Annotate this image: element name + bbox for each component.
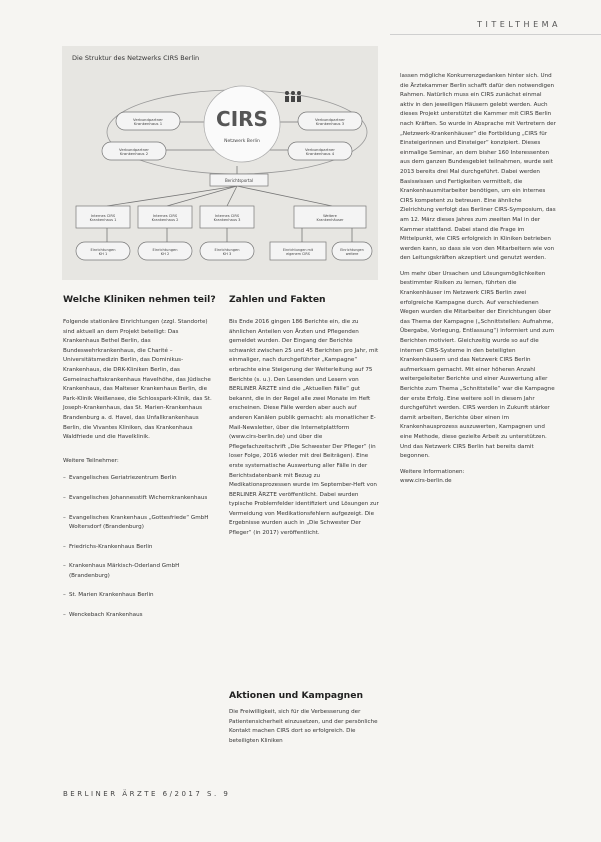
column-right <box>400 72 556 487</box>
more-info-link[interactable]: www.cirs-berlin.de <box>400 478 452 485</box>
left-box-1: Verbundpartner Krankenhaus 1 <box>133 116 163 127</box>
bottom-box-3: Einrichtungen KH 3 <box>214 248 240 256</box>
row-box-2: Internes CIRS Krankenhaus 2 <box>151 214 179 222</box>
hub-label: CIRS <box>216 107 268 131</box>
figure-title: Die Struktur des Netzwerks CIRS Berlin <box>72 54 200 62</box>
column-clinics <box>63 318 213 631</box>
more-info-label: Weitere Informationen: <box>400 468 465 475</box>
list-item: – Wenckebach Krankenhaus <box>63 611 213 621</box>
right-box-2: Verbundpartner Krankenhaus 4 <box>305 146 335 157</box>
row-box-3: Internes CIRS Krankenhaus 3 <box>213 214 241 222</box>
more-participants-heading: Weitere Teilnehmer: <box>63 457 119 464</box>
list-item: – Krankenhaus Märkisch-Oderland GmbH (Brandenburg) <box>63 562 213 581</box>
actions-paragraph: Die Freiwilligkeit, sich für die Verbesserung der Patientensicherheit einzusetzen, und der persönliche Kontakt machen CIRS dort so erfolgreich. Die beteiligten Kliniken <box>229 709 378 744</box>
left-box-2: Verbundpartner Krankenhaus 2 <box>119 146 149 157</box>
column-actions <box>229 708 379 752</box>
list-item: – Evangelisches Geriatriezentrum Berlin <box>63 474 213 484</box>
row-box-4: Weitere Krankenhäuser <box>316 214 344 222</box>
heading-facts: Zahlen und Fakten <box>229 294 326 305</box>
heading-actions: Aktionen und Kampagnen <box>229 690 363 701</box>
list-item: – Evangelisches Krankenhaus „Gottesfriede“ GmbH Woltersdorf (Brandenburg) <box>63 514 213 533</box>
row-box-1: Internes CIRS Krankenhaus 1 <box>89 214 117 222</box>
bottom-box-4: Einrichtungen mit eigenem CIRS <box>282 248 314 256</box>
column-facts <box>229 318 379 545</box>
list-item: – St. Marien Krankenhaus Berlin <box>63 591 213 601</box>
bottom-box-1: Einrichtungen KH 1 <box>90 248 116 256</box>
section-header: TITELTHEMA <box>477 20 561 29</box>
page-footer: BERLINER ÄRZTE 6/2017 S. 9 <box>63 790 231 798</box>
right-paragraph-1: lassen mögliche Konkurrenzgedanken hinter sich. Und die Ärztekammer Berlin schafft dafür den notwendigen Rahmen. Natürlich muss ein CIRS zunächst einmal aktiv in den jeweiligen Häusern gelebt werden. Auch dieses Projekt unterstützt die Kammer mit CIRS Berlin nach Kräften. So wurde in Absprache mit Vertretern der „Netzwerk-Krankenhäuser“ die Fortbildung „CIRS für Einsteigerinnen und Einsteiger“ konzipiert. Dieses einmalige Seminar, an dem bisher 160 Interessenten aus dem ganzen Bundesgebiet teilnahmen, wurde seit 2013 bereits drei Mal durchgeführt. Dabei werden Basiswissen und Fertigkeiten vermittelt, die Krankenhausmitarbeiter benötigen, um ein internes CIRS kompetent zu betreuen. Eine ähnliche Zielrichtung verfolgt das Berliner CIRS-Symposium, das am 12. März dieses Jahres zum zweiten Mal in der Kammer stattfand. Dabei stand die Frage im Mittelpunkt, wie CIRS erfolgreich in Kliniken betrieben werden kann, so dass sie von den Mitarbeitern wie von den Leitungskräften akzeptiert und genutzt werden. <box>400 73 556 262</box>
member-list <box>63 474 213 620</box>
people-icon <box>285 91 301 102</box>
header-rule <box>390 34 601 35</box>
right-paragraph-2: Um mehr über Ursachen und Lösungsmöglichkeiten bestimmter Risiken zu lernen, führten die Krankenhäuser im Netzwerk CIRS Berlin zwei erfolgreiche Kampagne durch. Auf verschiedenen Wegen wurden die Mitarbeiter der Einrichtungen über das Thema der Kampagne („Schnittstellen: Aufnahme, Übergabe, Vorlegung, Entlassung“) informiert und zum Berichten motiviert. Gleichzeitig wurde so auf die internen CIRS-Systeme in den beteiligten Krankenhäusern und das Netzwerk CIRS Berlin aufmerksam gemacht. Mit einer höheren Anzahl weitergeleiteter Berichte und einer Auswertung aller Berichte zum Thema „Schnittstelle“ war die Kampagne der erste Erfolg. Eine weitere soll in diesem Jahr durchgeführt werden. CIRS werden in Zukunft stärker damit arbeiten, Berichte über einen im Krankenhausprozess auszuwerten, Kampagnen und eine Methode, diese gezielte Arbeit zu unterstützen. Und das Netzwerk CIRS Berlin hat bereits damit begonnen. <box>400 270 555 460</box>
network-figure <box>62 46 378 280</box>
facts-paragraph: Bis Ende 2016 gingen 186 Berichte ein, die zu ähnlichen Anteilen von Ärzten und Pflegenden gemeldet wurden. Der Eingang der Berichte schwankt zwischen 25 und 45 Berichten pro Jahr, mit einmaliger, nach durchgeführter „Kampagne“ erbrachte eine Steigerung der Weiterleitung auf 75 Berichte (s. u.). Den Lesenden und Lesern von BERLINER ÄRZTE sind die „Aktuellen Fälle“ gut bekannt, die in der Regel alle zwei Monate im Heft erscheinen. Diese Fälle werden aber auch auf anderen Kanälen publik gemacht: als monatlicher E-Mail-Newsletter, über die Internetplattform (www.cirs-berlin.de) und über die Pflegefachzeitschrift „Die Schwester Der Pfleger“ (in loser Folge, 2016 wieder mit drei Beiträgen). Eine erste systematische Auswertung aller Fälle in der Berichtsdatenbank mit Bezug zu Medikationsprozessen wurde im September-Heft von BERLINER ÄRZTE veröffentlicht. Dabei wurden typische Problemfelder identifiziert und Lösungen zur Vermeidung von Medikationsfehlern aufgezeigt. Die Ergebnisse wurden auch in „Die Schwester Der Pfleger“ (in 2017) veröffentlicht. <box>229 319 379 537</box>
list-item: – Friedrichs-Krankenhaus Berlin <box>63 543 213 553</box>
right-box-1: Verbundpartner Krankenhaus 3 <box>315 116 345 127</box>
bottom-box-5: Einrichtungen weitere <box>340 248 364 256</box>
hub-sublabel: Netzwerk Berlin <box>224 139 260 144</box>
network-diagram <box>62 46 378 280</box>
center-box: Berichtsportal <box>224 178 254 183</box>
clinics-paragraph: Folgende stationäre Einrichtungen (zzgl. Standorte) sind aktuell an dem Projekt beteiligt: Das Krankenhaus Bethel Berlin, das Bundeswehrkrankenhaus, die Charité – Universitätsmedizin Berlin, das Dominikus-Krankenhaus, die DRK-Kliniken Berlin, das Gemeinschaftskrankenhaus Havelhöhe, das Jüdische Krankenhaus, das Malteser Krankenhaus Berlin, die Park-Klinik Weißensee, die Schlosspark-Klinik, das St. Joseph-Krankenhaus, das St. Marien-Krankenhaus Brandenburg a. d. Havel, das Unfallkrankenhaus Berlin, die Vivantes Kliniken, das Krankenhaus Waldfriede und die Havelklinik. <box>63 319 212 441</box>
bottom-box-2: Einrichtungen KH 2 <box>152 248 178 256</box>
heading-clinics: Welche Kliniken nehmen teil? <box>63 294 216 305</box>
list-item: – Evangelisches Johannesstift Wichernkrankenhaus <box>63 494 213 504</box>
